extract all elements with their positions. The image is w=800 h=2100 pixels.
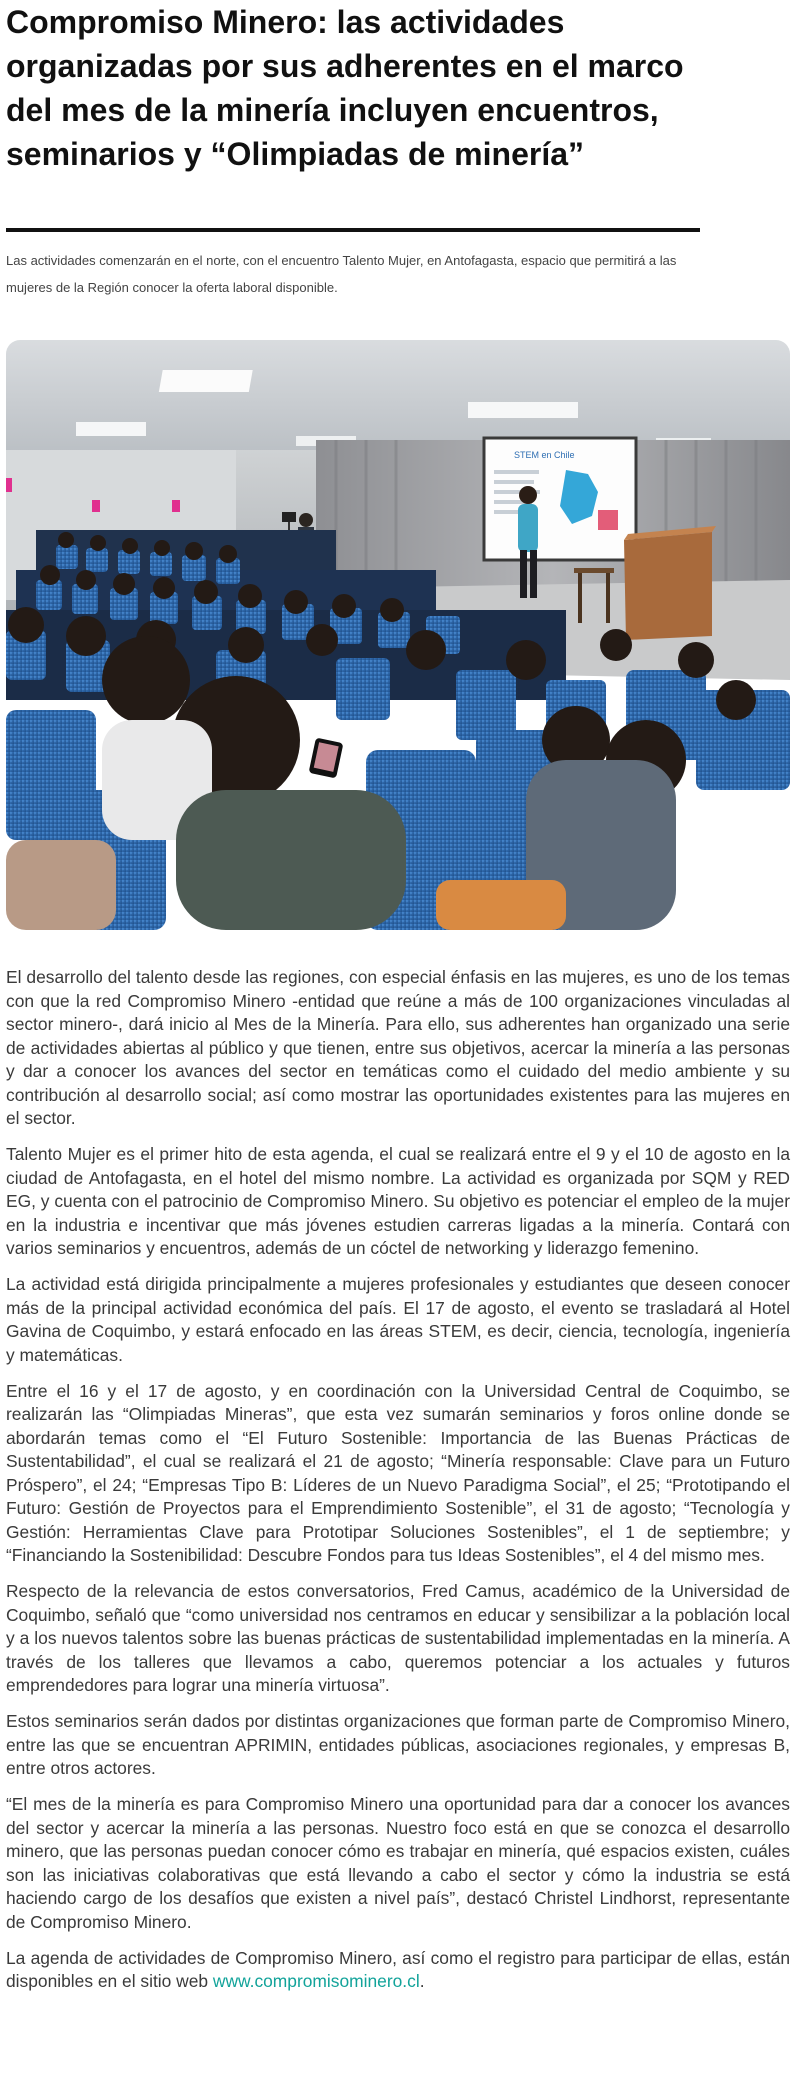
- paragraph-5: Respecto de la relevancia de estos conversatorios, Fred Camus, académico de la Universidad de Coquimbo, señaló que “como universidad nos centramos en educar y sensibilizar a la población local y a los nuevos talentos sobre las buenas prácticas de sustentabilidad implementadas en la minería. A través de los talleres que llevamos a cabo, queremos potenciar a los actuales y futuros emprendedores para lograr una minería virtuosa”.: [6, 1581, 790, 1695]
- final-paragraph-end: .: [419, 1971, 425, 1991]
- title-divider: [6, 228, 700, 232]
- paragraph-8: [6, 1947, 790, 1994]
- paragraph-7: “El mes de la minería es para Compromiso Minero una oportunidad para dar a conocer los avances del sector y acercar la minería a las personas. Nuestro foco está en que se conozca el desarrollo minero, que las personas puedan conocer cómo es trabajar en minería, qué espacios existen, cuáles son las iniciativas colaborativas que está llevando a cabo el sector y cómo la industria se está haciendo cargo de los desafíos que existen a nivel país”, destacó Christel Lindhorst, representante de Compromiso Minero.: [6, 1794, 790, 1932]
- final-paragraph-text: La agenda de actividades de Compromiso Minero, así como el registro para participar de ellas, están disponibles en el sitio web: [6, 1947, 790, 1991]
- paragraph-3: La actividad está dirigida principalmente a mujeres profesionales y estudiantes que deseen conocer más de la principal actividad económica del país. El 17 de agosto, el evento se trasladará al Hotel Gavina de Coquimbo, y estará enfocado en las áreas STEM, es decir, ciencia, tecnología, ingeniería y matemáticas.: [6, 1274, 790, 1365]
- website-link[interactable]: www.compromisominero.cl: [212, 1971, 420, 1991]
- paragraph-1: El desarrollo del talento desde las regiones, con especial énfasis en las mujeres, es uno de los temas con que la red Compromiso Minero -entidad que reúne a más de 100 organizaciones vinculadas al sector minero-, dará inicio al Mes de la Minería. Para ello, sus adherentes han organizado una serie de actividades abiertas al público y que tienen, entre sus objetivos, acercar la minería a las personas y dar a conocer los avances del sector en temáticas como el cuidado del medio ambiente y su contribución al desarrollo social; así como mostrar las oportunidades existentes para las mujeres en el sector.: [6, 967, 790, 1128]
- paragraph-2: Talento Mujer es el primer hito de esta agenda, el cual se realizará entre el 9 y el 10 de agosto en la ciudad de Antofagasta, en el hotel del mismo nombre. La actividad es organizada por SQM y RED EG, y cuenta con el patrocinio de Compromiso Minero. Su objetivo es potenciar el empleo de la mujer en la industria e incentivar que más jóvenes estudien carreras ligadas a la minería. Contará con varios seminarios y encuentros, además de un cóctel de networking y liderazgo femenino.: [6, 1144, 790, 1258]
- paragraph-4: Entre el 16 y el 17 de agosto, y en coordinación con la Universidad Central de Coquimbo, se realizarán las “Olimpiadas Mineras”, que esta vez sumarán seminarios y foros online donde se abordarán temas como el “El Futuro Sostenible: Importancia de las Buenas Prácticas de Sustentabilidad”, el cual se realizará el 21 de agosto; “Minería responsable: Clave para un Futuro Próspero”, el 24; “Empresas Tipo B: Líderes de un Nuevo Paradigma Social”, el 25; “Prototipando el Futuro: Gestión de Proyectos para el Emprendimiento Sostenible”, el 31 de agosto; “Tecnología y Gestión: Herramientas Clave para Prototipar Soluciones Sostenibles”, el 1 de septiembre; y “Financiando la Sostenibilidad: Descubre Fondos para tus Ideas Sostenibles”, el 4 del mismo mes.: [6, 1380, 790, 1565]
- paragraph-6: Estos seminarios serán dados por distintas organizaciones que forman parte de Compromiso Minero, entre las que se encuentran APRIMIN, entidades públicas, asociaciones regionales, y empresas B, entre otros actores.: [6, 1711, 790, 1778]
- article-photo: [6, 340, 790, 930]
- article-title: Compromiso Minero: las actividades organizadas por sus adherentes en el marco del mes de la minería incluyen encuentros, seminarios y “Olimpiadas de minería”: [6, 4, 684, 172]
- screen-title: STEM en Chile: [514, 450, 575, 460]
- article-body: [6, 966, 790, 2006]
- article-lead: Las actividades comenzarán en el norte, con el encuentro Talento Mujer, en Antofagasta, espacio que permitirá a las mujeres de la Región conocer la oferta laboral disponible.: [6, 253, 677, 295]
